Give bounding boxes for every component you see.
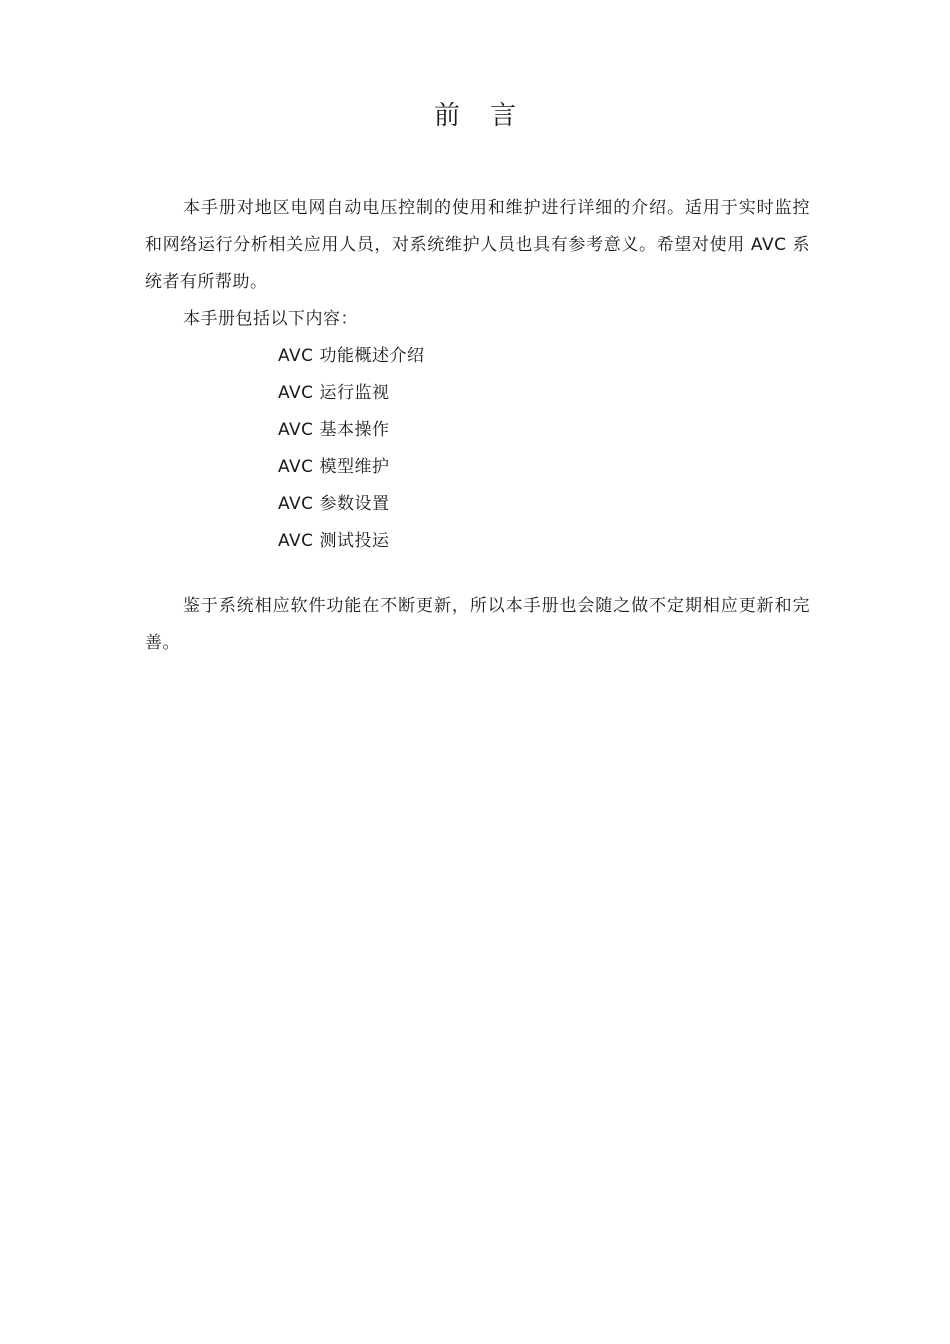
page-title: 前言 xyxy=(433,101,546,131)
closing-paragraph: 鉴于系统相应软件功能在不断更新，所以本手册也会随之做不定期相应更新和完善。 xyxy=(145,596,810,653)
list-item: AVC 运行监视 xyxy=(278,383,390,403)
list-item: AVC 基本操作 xyxy=(278,420,390,440)
list-item: AVC 模型维护 xyxy=(278,457,390,477)
intro-paragraph: 本手册对地区电网自动电压控制的使用和维护进行详细的介绍。适用于实时监控和网络运行分析相关应用人员，对系统维护人员也具有参考意义。希望对使用 AVC 系统者有所帮助。 xyxy=(145,198,810,292)
contents-list xyxy=(145,338,810,560)
list-item: AVC 功能概述介绍 xyxy=(278,346,425,366)
document-body xyxy=(145,190,810,662)
list-item: AVC 测试投运 xyxy=(278,531,390,551)
contents-heading: 本手册包括以下内容： xyxy=(183,309,358,329)
list-item: AVC 参数设置 xyxy=(278,494,390,514)
spacer xyxy=(145,560,810,588)
